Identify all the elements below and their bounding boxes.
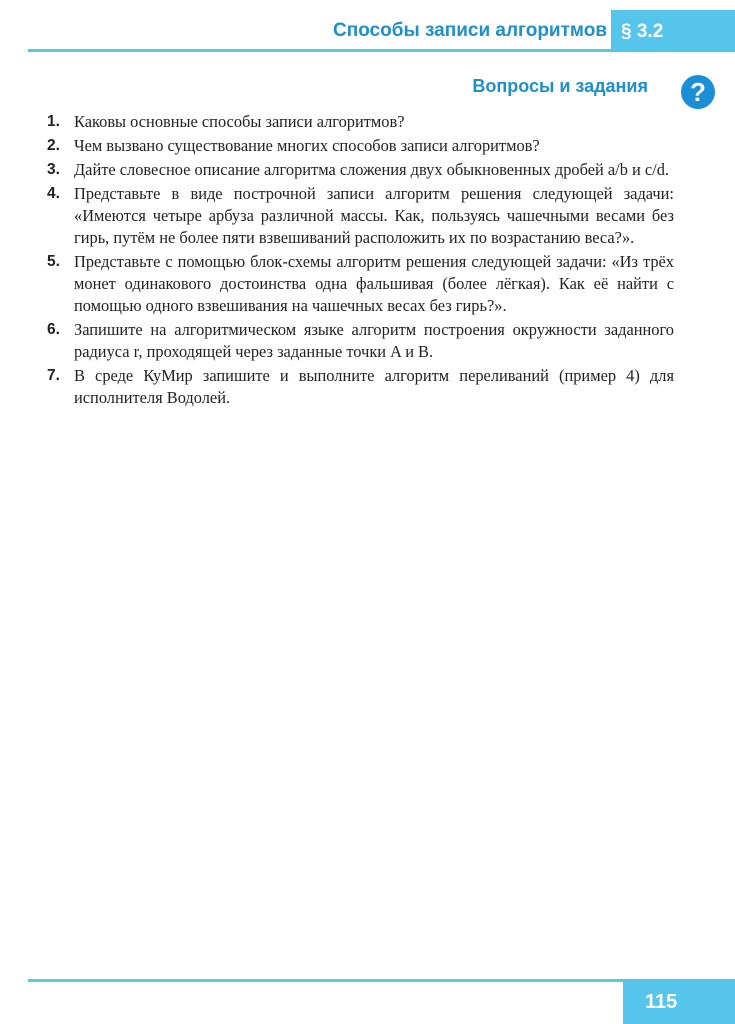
task-item	[47, 251, 674, 317]
task-text: В среде КуМир запишите и выполните алгоритм переливаний (пример 4) для исполнителя Водолей.	[74, 366, 674, 407]
task-text: Чем вызвано существование многих способов записи алгоритмов?	[74, 136, 540, 155]
task-text: Представьте с помощью блок-схемы алгоритм решения следующей задачи: «Из трёх монет одинакового достоинства одна фальшивая (более лёгкая). Как её найти с помощью одного взвешивания на чашечных весах без гирь?».	[74, 252, 674, 315]
questions-heading: Вопросы и задания	[472, 76, 648, 96]
task-text: Представьте в виде построчной записи алгоритм решения следующей задачи: «Имеются четыре арбуза различной массы. Как, пользуясь чашечными весами без гирь, путём не более пяти взвешиваний расположить их по возрастанию веса?».	[74, 184, 674, 247]
task-number: 1.	[47, 113, 60, 130]
chapter-title: Способы записи алгоритмов	[333, 20, 607, 41]
task-number: 6.	[47, 321, 60, 338]
task-list	[47, 111, 674, 411]
page-number: 115	[645, 991, 678, 1013]
task-item	[47, 183, 674, 249]
header-rule	[28, 49, 612, 52]
task-item	[47, 111, 674, 133]
task-number: 3.	[47, 161, 60, 178]
task-item	[47, 135, 674, 157]
footer-rule	[28, 979, 624, 982]
task-text: Дайте словесное описание алгоритма сложения двух обыкновенных дробей a/b и c/d.	[74, 160, 669, 179]
task-number: 2.	[47, 137, 60, 154]
task-item	[47, 365, 674, 409]
page-number-tab	[623, 979, 735, 1024]
task-number: 5.	[47, 253, 60, 270]
section-tab	[611, 10, 735, 52]
task-text: Запишите на алгоритмическом языке алгоритм построения окружности заданного радиуса r, проходящей через заданные точки A и B.	[74, 320, 674, 361]
section-number: § 3.2	[621, 21, 664, 42]
question-mark-icon: ?	[681, 75, 715, 109]
task-item	[47, 159, 674, 181]
task-item	[47, 319, 674, 363]
task-number: 4.	[47, 185, 60, 202]
task-text: Каковы основные способы записи алгоритмов?	[74, 112, 405, 131]
task-number: 7.	[47, 367, 60, 384]
